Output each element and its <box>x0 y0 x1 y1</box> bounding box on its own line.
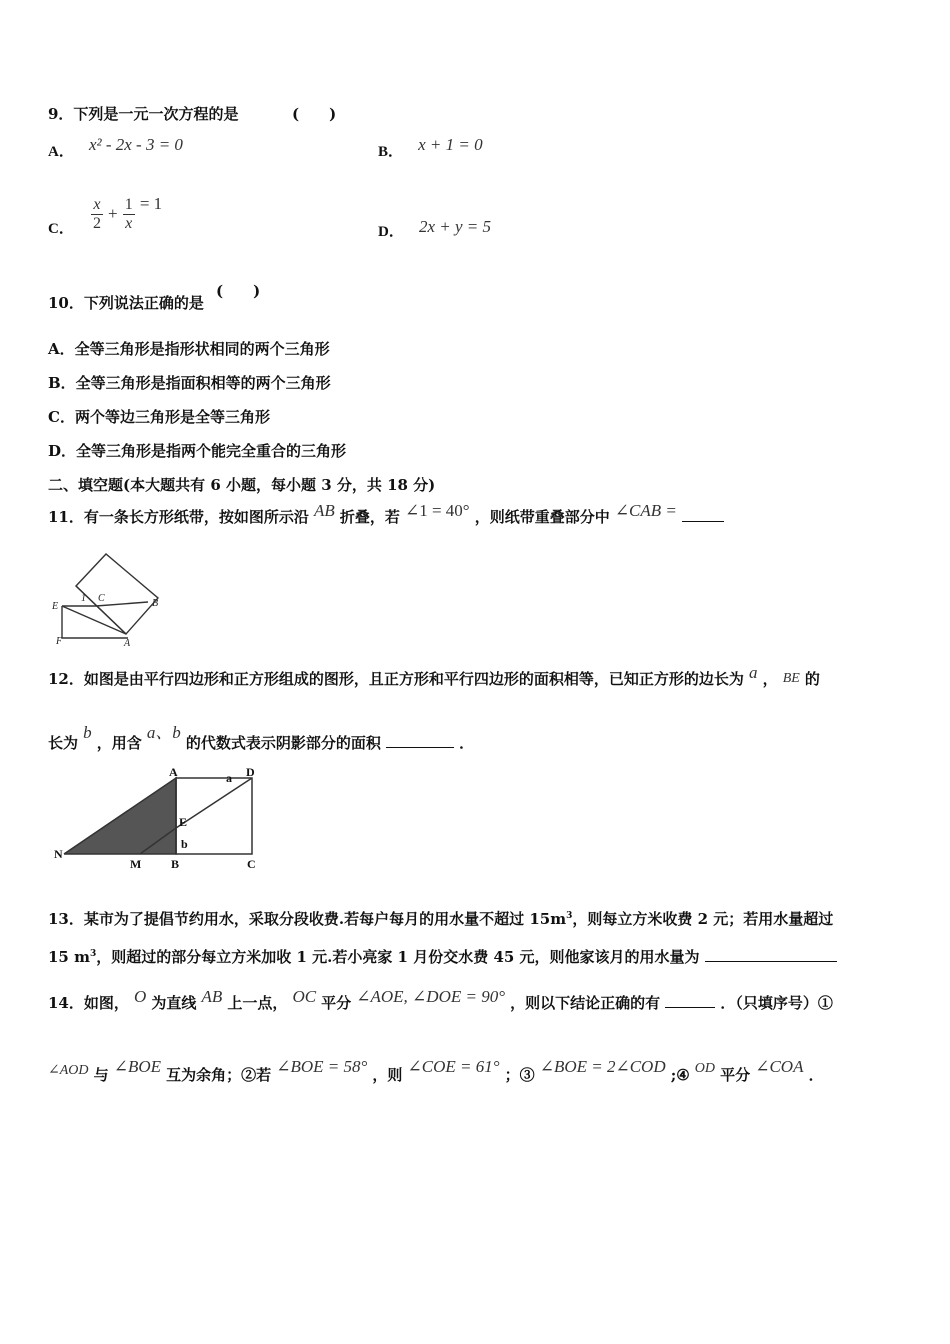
angle-boe-58: ∠BOE = 58° <box>276 1057 368 1076</box>
q10-paren: ( ) <box>216 282 261 300</box>
angle-eq-3: ∠BOE = 2∠COD <box>539 1057 666 1076</box>
q11-text: 11．有一条长方形纸带，按如图所示沿 AB 折叠，若 ∠1 = 40° ，则纸带重叠部分中 ∠CAB = <box>48 506 724 527</box>
ray-od: OD <box>694 1061 716 1076</box>
option-label: A． <box>48 144 74 160</box>
fraction-x-over-2: $\frac{x}{2}$ <box>92 196 101 232</box>
label-b: B <box>171 857 180 871</box>
segment-be: BE <box>782 671 800 686</box>
segment-ab: AB <box>313 501 335 520</box>
label-m: M <box>130 857 142 871</box>
angle-coe-61: ∠COE = 61° <box>407 1057 500 1076</box>
q9-paren: ( ) <box>292 105 337 123</box>
label-c: C <box>98 593 105 604</box>
q12-figure <box>48 766 268 876</box>
q9-option-c[interactable] <box>48 194 163 237</box>
label-b: B <box>152 598 159 609</box>
section-title: 二、填空题(本大题共有 6 小题，每小题 3 分，共 18 分) <box>48 476 436 494</box>
q10-option-c[interactable]: C．两个等边三角形是全等三角形 <box>48 408 270 426</box>
label-1: 1 <box>81 593 86 604</box>
label-f: F <box>56 636 63 647</box>
q10-option-d[interactable]: D．全等三角形是指两个能完全重合的三角形 <box>48 442 347 460</box>
folded-part <box>76 554 158 634</box>
answer-blank[interactable] <box>705 947 837 962</box>
label-a: A <box>124 638 131 648</box>
var-a: a <box>748 663 758 682</box>
angle-1: ∠1 = 40° <box>404 501 470 520</box>
ray-oc: OC <box>292 987 317 1006</box>
option-label: B． <box>378 144 404 160</box>
equation: x² - 2x - 3 = 0 <box>88 135 183 154</box>
var-ab: a、b <box>146 723 181 742</box>
var-b: b <box>83 723 92 742</box>
q13-line2: 15 $m^3$，则超过的部分每立方米加收 1 元.若小亮家 1 月份交水费 45 元，则他家该月的用水量为 <box>48 946 837 967</box>
equation: x + 1 = 0 <box>418 135 483 154</box>
q9-option-d[interactable] <box>378 217 491 241</box>
angle-aod: ∠AOD <box>48 1063 89 1078</box>
option-label: D． <box>378 224 404 240</box>
q12-line2: 长为 b ，用含 a、b 的代数式表示阴影部分的面积 ． <box>48 723 475 752</box>
q14-line2: ∠AOD 与 ∠BOE 互为余角；②若 ∠BOE = 58° ，则 ∠COE = 61° ；③ ∠BOE = 2∠COD ;④ OD 平分 ∠COA ． <box>48 1057 824 1084</box>
label-e: E <box>52 601 59 612</box>
equation: 2x + y = 5 <box>418 217 491 236</box>
q9-stem: 9．下列是一元一次方程的是 <box>48 105 239 123</box>
angle-cab: ∠CAB = <box>614 501 677 520</box>
plus-sign: + <box>108 204 118 223</box>
rhs: = 1 <box>139 194 163 213</box>
label-n: N <box>54 847 63 861</box>
q11-figure <box>48 548 178 648</box>
line-ed <box>176 778 252 828</box>
answer-blank[interactable] <box>665 993 715 1008</box>
point-o: O <box>133 987 147 1006</box>
label-b-len: b <box>181 837 188 851</box>
q12-line1: 12．如图是由平行四边形和正方形组成的图形，且正方形和平行四边形的面积相等，已知正方形的边长为 a ， BE 的 <box>48 663 820 688</box>
answer-blank[interactable] <box>386 733 454 748</box>
condition: ∠AOE, ∠DOE = 90° <box>356 987 506 1006</box>
q10-option-b[interactable]: B．全等三角形是指面积相等的两个三角形 <box>48 374 331 392</box>
label-c: C <box>247 857 256 871</box>
label-e: E <box>179 815 188 829</box>
angle-boe: ∠BOE <box>113 1057 162 1076</box>
angle-coa: ∠COA <box>755 1057 804 1076</box>
q9-option-a[interactable] <box>48 135 183 161</box>
q10-stem: 10．下列说法正确的是 <box>48 294 204 312</box>
label-a: A <box>169 766 178 779</box>
fraction-1-over-x: $\frac{1}{x}$ <box>124 196 133 232</box>
answer-blank[interactable] <box>682 507 724 522</box>
line-ab: AB <box>201 987 223 1006</box>
q13-line1: 13．某市为了提倡节约用水，采取分段收费.若每户每月的用水量不超过 $15m^3$，则每立方米收费 2 元；若用水量超过 <box>48 910 834 928</box>
label-d: D <box>246 766 255 779</box>
q10-option-a[interactable]: A．全等三角形是指形状相同的两个三角形 <box>48 340 330 358</box>
option-label: C． <box>48 221 74 237</box>
q9-option-b[interactable] <box>378 135 483 161</box>
q14-line1: 14．如图， O 为直线 AB 上一点， OC 平分 ∠AOE, ∠DOE = 90° ，则以下结论正确的有 ．（只填序号）① <box>48 987 833 1012</box>
edge-ea <box>62 606 126 634</box>
label-a-len: a <box>226 771 232 785</box>
